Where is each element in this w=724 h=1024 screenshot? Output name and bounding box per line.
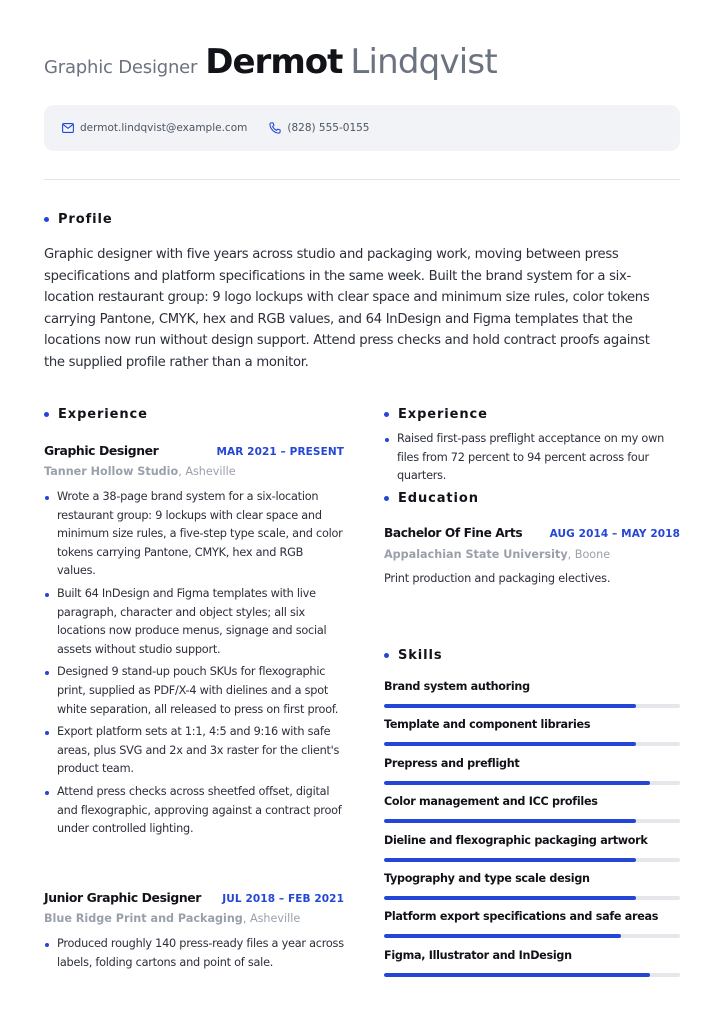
list-item: Produced roughly 140 press-ready files a year across labels, folding cartons and point of sale.	[44, 935, 344, 972]
job-title: Graphic Designer	[44, 443, 159, 458]
job-dates: MAR 2021 – PRESENT	[216, 446, 344, 458]
skill-name: Typography and type scale design	[384, 871, 590, 885]
job-dates: JUL 2018 – FEB 2021	[222, 893, 344, 905]
skill-item	[384, 680, 680, 718]
bullet-dot-icon	[384, 496, 389, 501]
job-title: Junior Graphic Designer	[44, 890, 201, 905]
skill-name: Platform export specifications and safe areas	[384, 910, 659, 924]
email-text: dermot.lindqvist@example.com	[80, 122, 248, 134]
skill-level-bar	[384, 896, 636, 900]
experience-heading	[44, 405, 344, 423]
experience-continued-heading	[384, 405, 680, 423]
right-column	[384, 405, 680, 585]
list-item: Designed 9 stand-up pouch SKUs for flexographic print, supplied as PDF/X-4 with dielines and a spot white separation, all released to press on first proof.	[44, 663, 344, 719]
skill-level-track	[384, 973, 680, 977]
experience-column	[44, 405, 344, 843]
last-name: Lindqvist	[350, 42, 497, 82]
contact-email[interactable]	[62, 122, 247, 134]
list-item: Export platform sets at 1:1, 4:5 and 9:16 with safe areas, plus SVG and 2x and 3x raster for the client's product team.	[44, 723, 344, 779]
header-divider	[44, 179, 680, 180]
skill-item	[384, 718, 680, 756]
job-entry	[44, 890, 344, 976]
contact-bar	[44, 105, 680, 151]
section-title: Education	[398, 491, 479, 507]
school	[384, 548, 680, 564]
education-dates: AUG 2014 – MAY 2018	[549, 527, 680, 540]
job-role: Graphic Designer	[44, 57, 198, 78]
first-name: Dermot	[205, 42, 343, 82]
contact-phone[interactable]	[269, 122, 369, 134]
phone-icon	[269, 122, 281, 134]
school-location: , Boone	[567, 547, 611, 561]
section-title: Experience	[58, 406, 148, 422]
resume-header	[44, 42, 684, 90]
company-location: , Asheville	[242, 912, 301, 925]
skill-level-bar	[384, 858, 636, 862]
list-item: Wrote a 38-page brand system for a six-location restaurant group: 9 lockups with clear space and minimum size rules, a five-step type scale, and color tokens carrying Pantone, CMYK, hex and RGB values.	[44, 488, 344, 581]
skills-heading	[384, 646, 443, 664]
skills-list	[384, 680, 680, 987]
skill-item	[384, 795, 680, 833]
company-location: , Asheville	[178, 465, 236, 478]
skill-level-track	[384, 781, 680, 785]
education-description: Print production and packaging electives.	[384, 571, 611, 585]
job-title-row	[44, 443, 344, 461]
skill-item	[384, 834, 680, 872]
skill-level-bar	[384, 934, 621, 938]
skill-name: Figma, Illustrator and InDesign	[384, 948, 572, 962]
skill-level-bar	[384, 973, 650, 977]
bullet-dot-icon	[44, 217, 49, 222]
skill-name: Dieline and flexographic packaging artwork	[384, 833, 648, 847]
skill-item	[384, 949, 680, 987]
job-company	[44, 465, 344, 481]
skill-name: Template and component libraries	[384, 718, 591, 732]
job-company	[44, 912, 344, 928]
skill-level-track	[384, 819, 680, 823]
skill-level-bar	[384, 819, 636, 823]
degree-row	[384, 526, 680, 544]
list-item: Raised first-pass preflight acceptance on my own files from 72 percent to 94 percent across four quarters.	[384, 430, 680, 486]
job-title-row	[44, 890, 344, 908]
skill-item	[384, 872, 680, 910]
skill-item	[384, 757, 680, 795]
skill-name: Color management and ICC profiles	[384, 795, 598, 809]
job-bullets	[44, 488, 344, 839]
skill-name: Prepress and preflight	[384, 756, 520, 770]
bullet-dot-icon	[384, 653, 389, 658]
job-entry	[44, 443, 344, 839]
section-title: Experience	[398, 406, 488, 422]
job-bullets	[44, 935, 344, 972]
skill-level-track	[384, 934, 680, 938]
company-name: Tanner Hollow Studio	[44, 465, 179, 478]
bullet-dot-icon	[384, 412, 389, 417]
skill-level-track	[384, 858, 680, 862]
company-name: Blue Ridge Print and Packaging	[44, 912, 243, 925]
skill-name: Brand system authoring	[384, 680, 530, 693]
list-item: Built 64 InDesign and Figma templates with live paragraph, character and object styles; all six locations now produce menus, signage and social assets without studio support.	[44, 585, 344, 659]
list-item: Attend press checks across sheetfed offset, digital and flexographic, approving against a contract proof under controlled lighting.	[44, 783, 344, 839]
skill-level-track	[384, 896, 680, 900]
mail-icon	[62, 123, 74, 133]
profile-heading	[44, 210, 113, 228]
skill-level-bar	[384, 742, 636, 746]
profile-summary: Graphic designer with five years across studio and packaging work, moving between press specifications and platform specifications in the same week. Built the brand system for a six-location restaurant group: 9 logo lockups with clear space and minimum size rules, color tokens carrying Pantone, CMYK, hex and RGB values, and 64 InDesign and Figma templates that the locations now run without design support. Attend press checks and hold contract proofs against the supplied profile rather than a monitor.	[44, 247, 650, 370]
job-bullets-continued	[384, 430, 680, 486]
section-title: Skills	[398, 647, 443, 663]
degree-title: Bachelor Of Fine Arts	[384, 525, 523, 540]
skill-level-bar	[384, 704, 636, 708]
school-name: Appalachian State University	[384, 547, 568, 561]
skill-level-track	[384, 742, 680, 746]
skill-level-bar	[384, 781, 650, 785]
bullet-dot-icon	[44, 412, 49, 417]
education-heading	[384, 490, 680, 508]
skill-item	[384, 910, 680, 948]
skill-level-track	[384, 704, 680, 708]
phone-text: (828) 555-0155	[287, 122, 370, 134]
section-title: Profile	[58, 211, 113, 227]
